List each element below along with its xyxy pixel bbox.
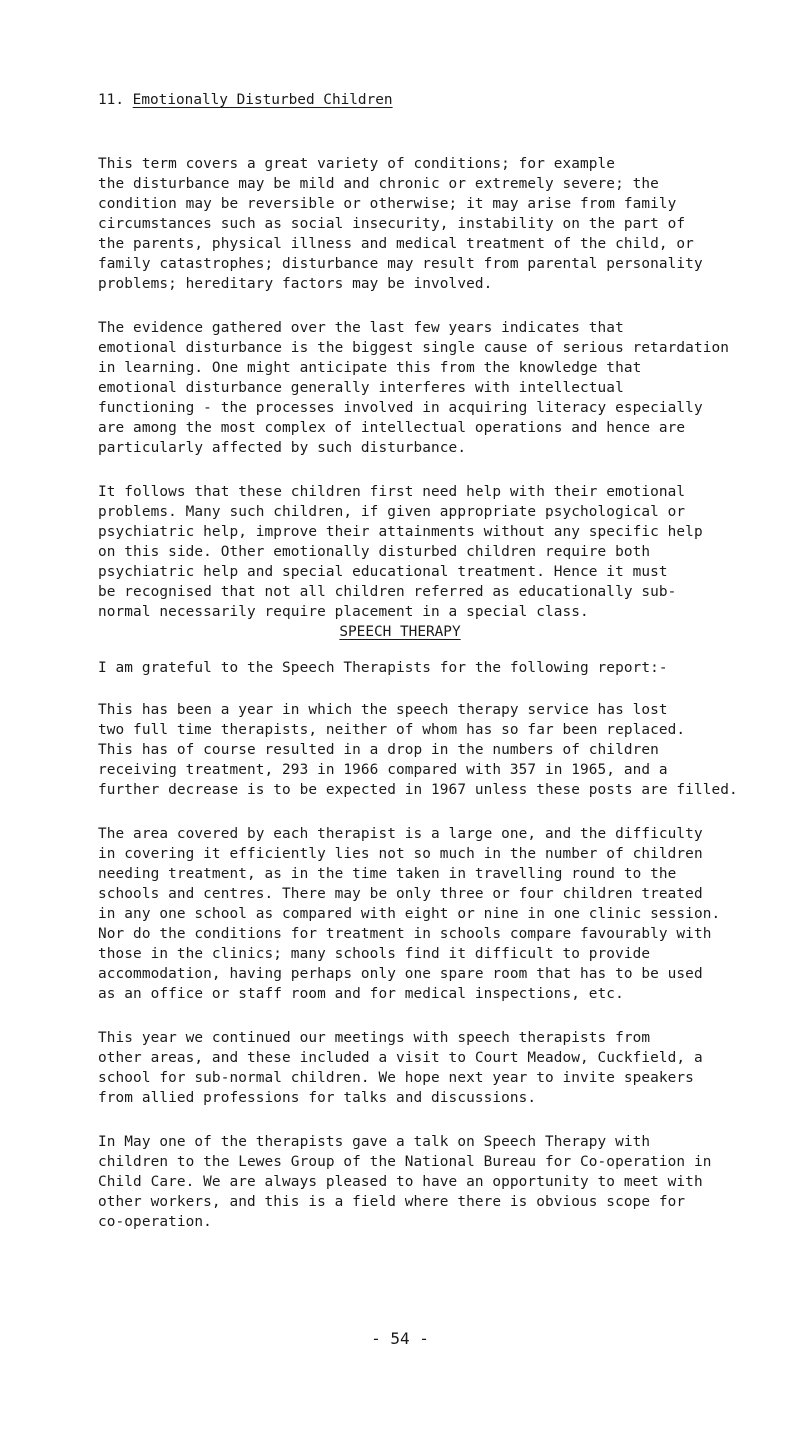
body-line: emotional disturbance is the biggest single cause of serious retardation [98,340,729,356]
body-line: This year we continued our meetings with speech therapists from [98,1030,651,1046]
body-line: Child Care. We are always pleased to have an opportunity to meet with [98,1174,703,1190]
body-line: further decrease is to be expected in 1967 unless these posts are filled. [98,782,738,798]
body-line: in learning. One might anticipate this from the knowledge that [98,360,642,376]
body-line: This has been a year in which the speech therapy service has lost [98,702,668,718]
body-line: receiving treatment, 293 in 1966 compared with 357 in 1965, and a [98,762,668,778]
body-line: children to the Lewes Group of the National Bureau for Co-operation in [98,1154,712,1170]
section-number: 11. [98,92,124,108]
body-line: needing treatment, as in the time taken in travelling round to the [98,866,677,882]
body-line: functioning - the processes involved in acquiring literacy especially [98,400,703,416]
body-line: problems; hereditary factors may be involved. [98,276,493,292]
body-line: in any one school as compared with eight or nine in one clinic session. [98,906,721,922]
body-line: problems. Many such children, if given appropriate psychological or [98,504,686,520]
section-title: Emotionally Disturbed Children [132,92,393,108]
body-line: particularly affected by such disturbance. [98,440,467,456]
body-line: This term covers a great variety of conditions; for example [98,156,616,172]
speech-therapy-heading: SPEECH THERAPY [339,624,461,640]
body-line: two full time therapists, neither of whom has so far been replaced. [98,722,686,738]
page-number: - 54 - [371,1329,429,1348]
section-heading [98,90,393,110]
body-line: accommodation, having perhaps only one spare room that has to be used [98,966,703,982]
body-line: on this side. Other emotionally disturbed children require both [98,544,651,560]
body-line: The evidence gathered over the last few years indicates that [98,320,624,336]
body-line: family catastrophes; disturbance may result from parental personality [98,256,703,272]
body-line: co-operation. [98,1214,212,1230]
body-line: The area covered by each therapist is a large one, and the difficulty [98,826,703,842]
body-line: This has of course resulted in a drop in the numbers of children [98,742,659,758]
body-line: emotional disturbance generally interferes with intellectual [98,380,624,396]
body-line: other areas, and these included a visit to Court Meadow, Cuckfield, a [98,1050,703,1066]
body-line: other workers, and this is a field where there is obvious scope for [98,1194,686,1210]
body-line: schools and centres. There may be only three or four children treated [98,886,703,902]
body-line: the disturbance may be mild and chronic or extremely severe; the [98,176,659,192]
body-line: as an office or staff room and for medical inspections, etc. [98,986,624,1002]
body-line: in covering it efficiently lies not so much in the number of children [98,846,703,862]
body-line: I am grateful to the Speech Therapists for the following report:- [98,660,668,676]
body-line: school for sub-normal children. We hope next year to invite speakers [98,1070,694,1086]
body-line: In May one of the therapists gave a talk on Speech Therapy with [98,1134,651,1150]
body-line: are among the most complex of intellectual operations and hence are [98,420,686,436]
body-line: from allied professions for talks and discussions. [98,1090,537,1106]
body-line: condition may be reversible or otherwise; it may arise from family [98,196,677,212]
body-line: normal necessarily require placement in a special class. [98,604,589,620]
body-line: psychiatric help and special educational treatment. Hence it must [98,564,668,580]
body-line: the parents, physical illness and medical treatment of the child, or [98,236,694,252]
body-line: circumstances such as social insecurity, instability on the part of [98,216,686,232]
body-line: It follows that these children first need help with their emotional [98,484,686,500]
body-line: those in the clinics; many schools find it difficult to provide [98,946,651,962]
body-line: be recognised that not all children referred as educationally sub- [98,584,677,600]
body-line: psychiatric help, improve their attainments without any specific help [98,524,703,540]
body-line: Nor do the conditions for treatment in schools compare favourably with [98,926,712,942]
